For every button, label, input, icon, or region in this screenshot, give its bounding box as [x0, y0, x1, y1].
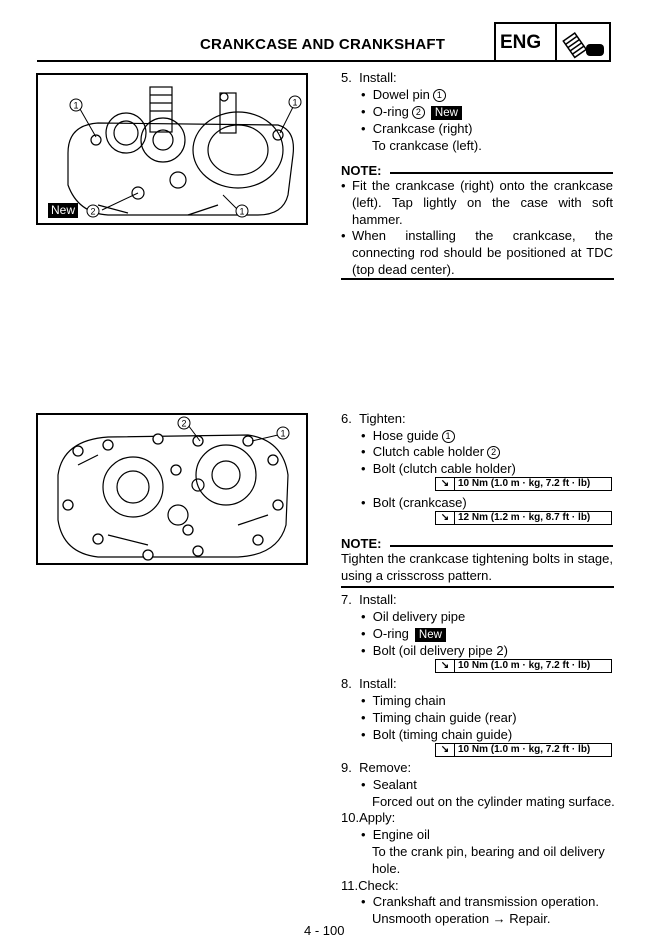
step-7-heading: 7. Install: [341, 592, 397, 607]
callout-1a: 1 [73, 100, 79, 111]
wrench-icon: ↘ [436, 744, 455, 756]
wrench-icon: ↘ [436, 660, 455, 672]
step-10-item-1: • Engine oil [361, 827, 430, 842]
step-7-item-3: • Bolt (oil delivery pipe 2) [361, 643, 508, 658]
torque-spec: ↘ 10 Nm (1.0 m · kg, 7.2 ft · lb) [435, 743, 612, 757]
step-6-heading: 6. Tighten: [341, 411, 406, 426]
crankcase-illustration [38, 75, 306, 223]
step-5-item-3-detail: To crankcase (left). [372, 138, 482, 153]
step-5-item-2: • O-ring 2 New [361, 103, 462, 120]
note-1-end-rule [341, 278, 614, 280]
step-11-item-1-detail: Unsmooth operation → Repair. [372, 911, 551, 926]
step-8-heading: 8. Install: [341, 676, 397, 691]
section-divider [555, 22, 557, 62]
section-label: ENG [500, 32, 542, 53]
step-6-item-1: • Hose guide 1 [361, 427, 455, 444]
wrench-icon: ↘ [436, 478, 455, 490]
step-11-item-1: • Crankshaft and transmission operation. [361, 894, 599, 909]
step-10-item-1-detail-2: hole. [372, 861, 401, 876]
callout-2: 2 [90, 206, 96, 217]
step-6-item-3: • Bolt (clutch cable holder) [361, 461, 516, 476]
note-1-rule [390, 172, 613, 174]
figure-crankcase-tighten [36, 413, 308, 565]
step-7-item-1: • Oil delivery pipe [361, 609, 466, 624]
new-badge: New [48, 203, 78, 218]
torque-spec: ↘ 12 Nm (1.2 m · kg, 8.7 ft · lb) [435, 511, 612, 525]
wrench-icon: ↘ [436, 512, 455, 524]
step-9-heading: 9. Remove: [341, 760, 412, 775]
callout-1: 1 [280, 428, 286, 439]
step-8-item-3: • Bolt (timing chain guide) [361, 727, 513, 742]
step-8-item-2: • Timing chain guide (rear) [361, 710, 517, 725]
callout-2: 2 [181, 418, 187, 429]
step-5-heading: 5. Install: [341, 70, 397, 85]
step-11-heading: 11.Check: [341, 878, 399, 893]
note-2-rule [390, 545, 613, 547]
note-2-text: Tighten the crankcase tightening bolts in stage, using a crisscross pattern. [341, 551, 613, 583]
step-8-item-1: • Timing chain [361, 693, 446, 708]
new-badge: New [415, 628, 446, 642]
page-title: CRANKCASE AND CRANKSHAFT [200, 36, 446, 53]
step-9-item-1-detail: Forced out on the cylinder mating surface. [372, 794, 615, 809]
bullet-dot: • [341, 228, 346, 243]
note-1-heading: NOTE: [341, 163, 382, 178]
torque-spec: ↘ 10 Nm (1.0 m · kg, 7.2 ft · lb) [435, 477, 612, 491]
step-7-item-2: • O-ring New [361, 625, 446, 642]
figure-crankcase-install [36, 73, 308, 225]
bullet-dot: • [341, 178, 346, 193]
callout-1b: 1 [292, 97, 298, 108]
page-number: 4 - 100 [304, 923, 345, 938]
header-rule [37, 60, 496, 62]
step-6-item-4: • Bolt (crankcase) [361, 495, 467, 510]
step-10-heading: 10.Apply: [341, 810, 396, 825]
crankcase-bolts-illustration [38, 415, 306, 563]
engine-icon [560, 26, 608, 60]
note-2-end-rule [341, 586, 614, 588]
step-10-item-1-detail: To the crank pin, bearing and oil delivery [372, 844, 605, 859]
torque-spec: ↘ 10 Nm (1.0 m · kg, 7.2 ft · lb) [435, 659, 612, 673]
step-6-item-2: • Clutch cable holder 2 [361, 443, 500, 460]
step-9-item-1: • Sealant [361, 777, 417, 792]
note-1-bullet-1: Fit the crankcase (right) onto the crankcase (left). Tap lightly on the case with soft hammer. [352, 178, 613, 227]
note-1-bullet-2: When installing the crankcase, the connecting rod should be positioned at TDC (top dead center). [352, 228, 613, 277]
step-5-item-1: • Dowel pin 1 [361, 86, 446, 103]
callout-1c: 1 [239, 206, 245, 217]
step-5-item-3: • Crankcase (right) [361, 121, 473, 136]
note-2-heading: NOTE: [341, 536, 382, 551]
new-badge: New [431, 106, 462, 120]
